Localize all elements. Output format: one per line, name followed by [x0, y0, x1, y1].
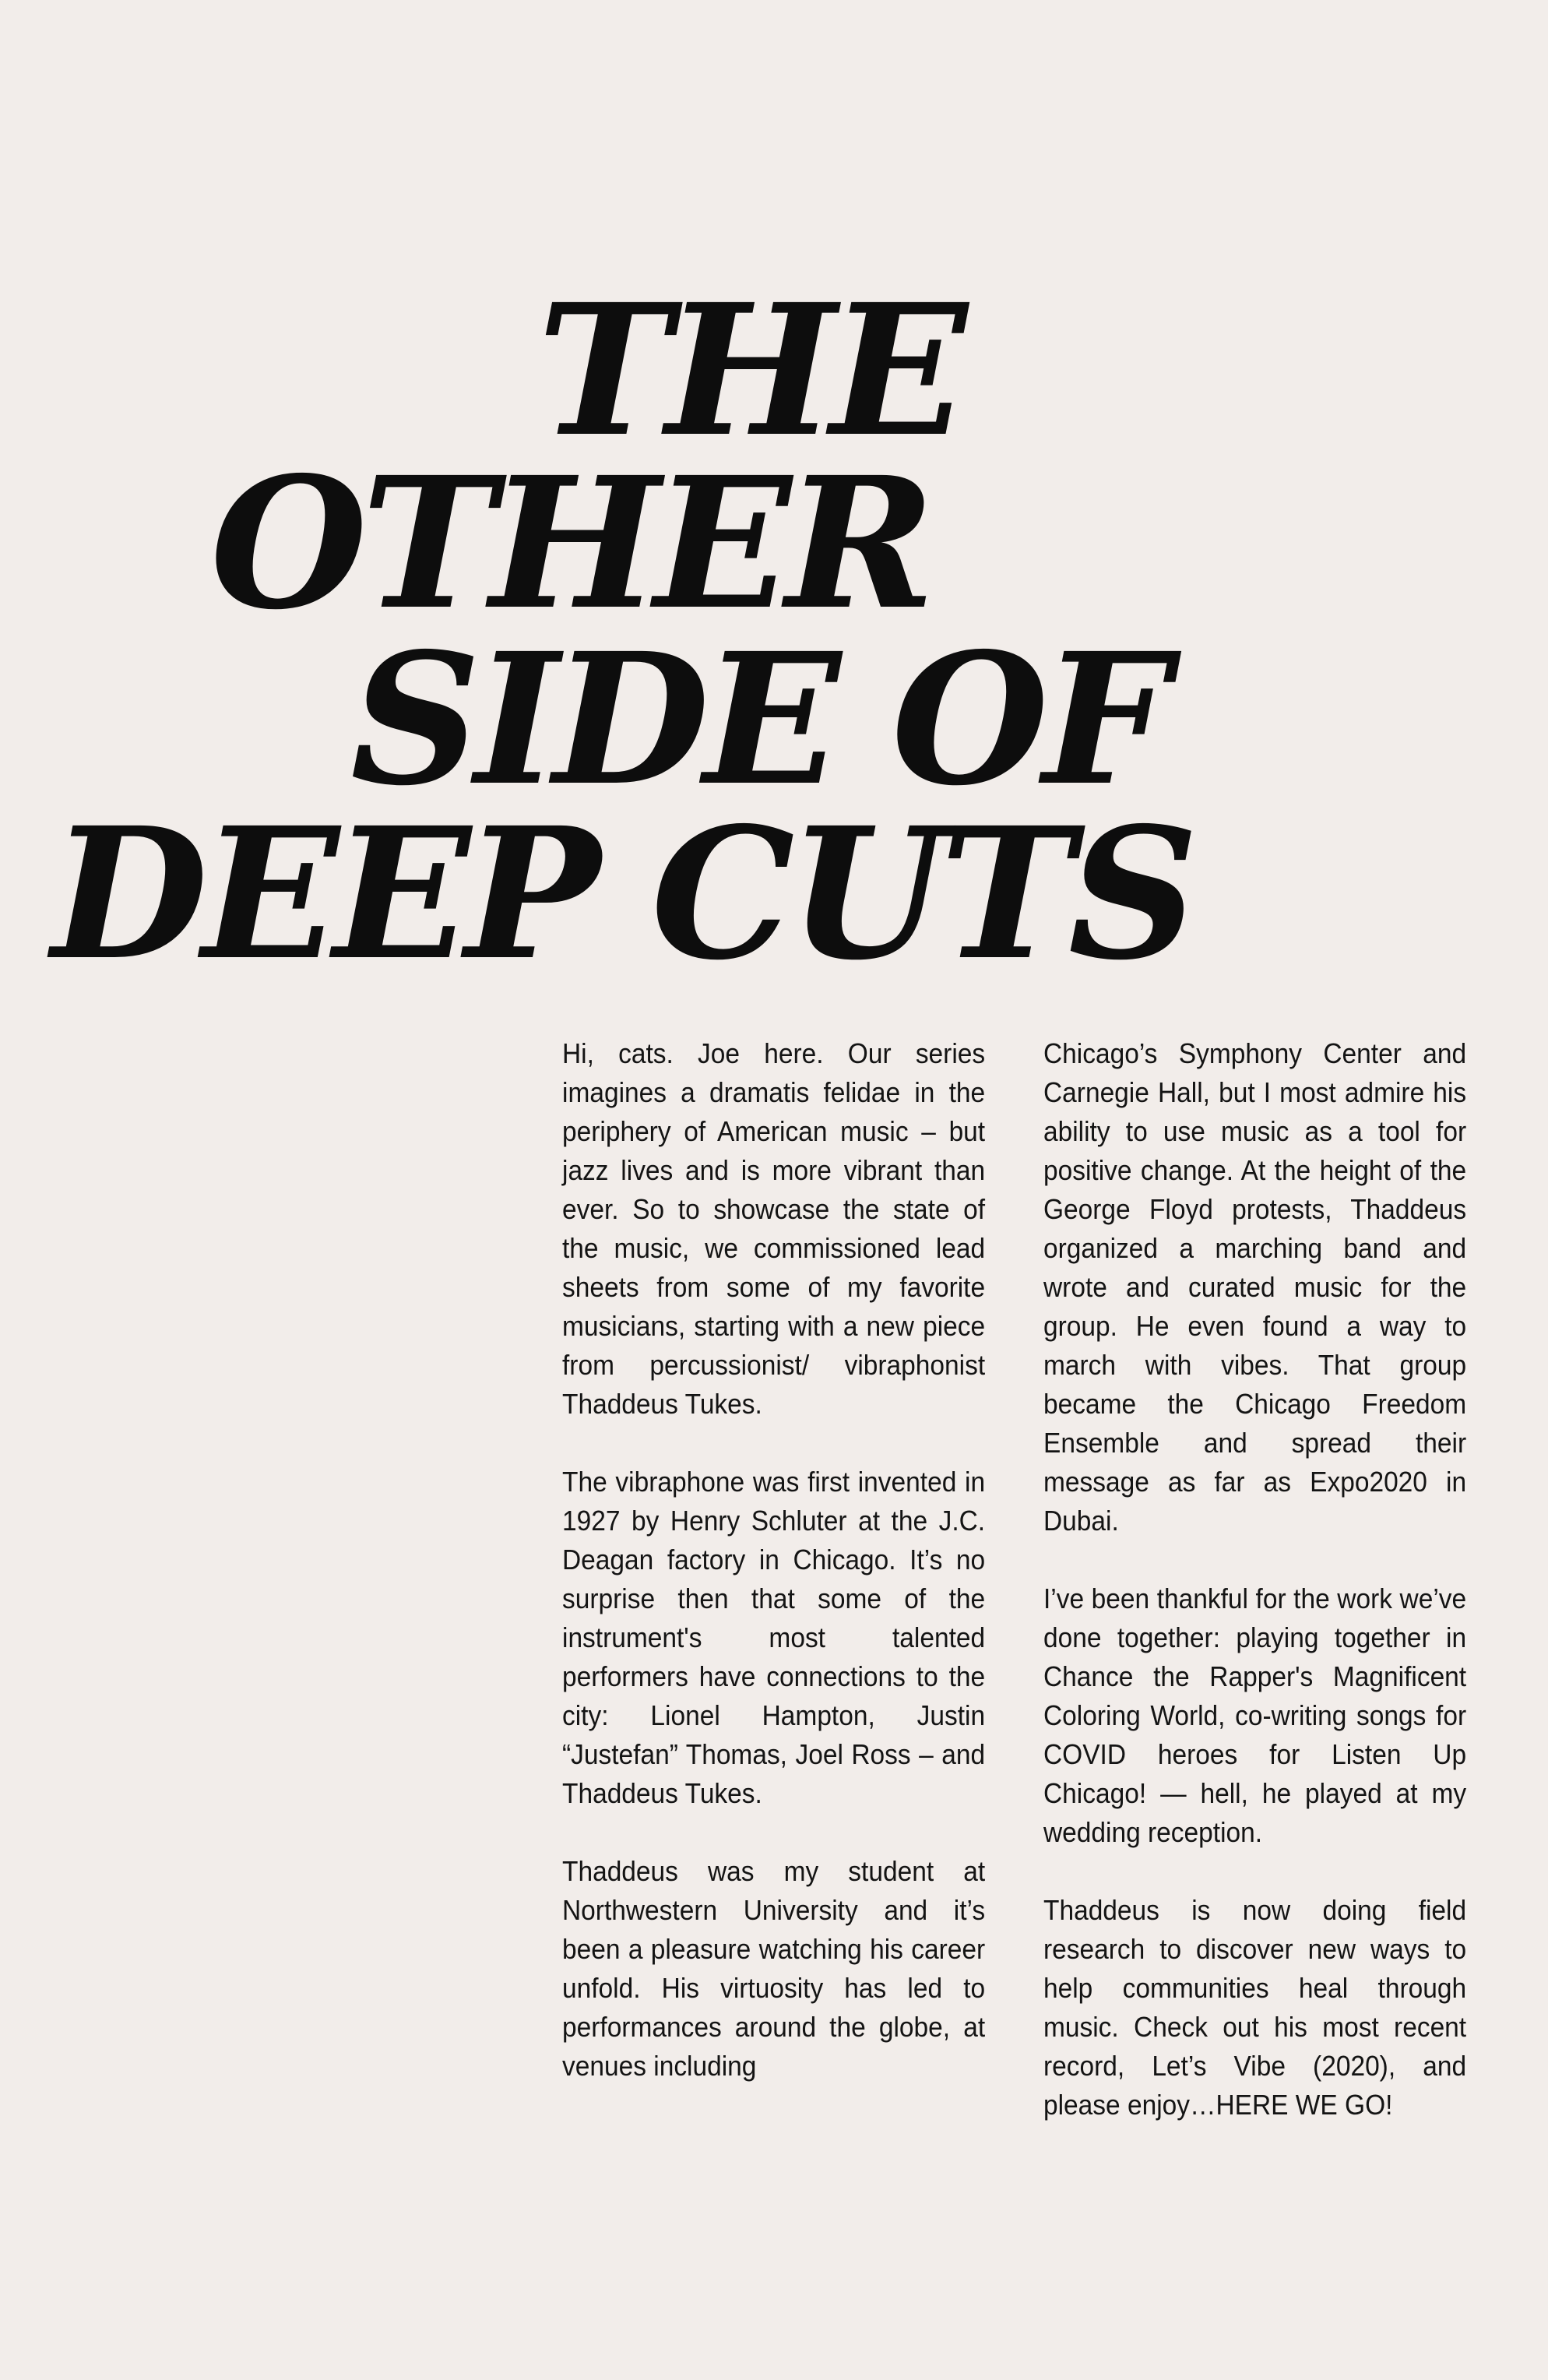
paragraph-closing: Thaddeus is now doing field research to discover new ways to help communities heal through music. Check out his most recent record, Let’s Vibe (2020), and please enjoy…HERE WE GO! — [1043, 1894, 1467, 2121]
title-line-4: DEEP CUTS — [51, 787, 1193, 1000]
paragraph-thankful: I’ve been thankful for the work we’ve done together: playing together in Chance the Rapper's Magnificent Coloring World, co-writing songs for COVID heroes for Listen Up Chicago! — hell, he played at my wedding reception. — [1043, 1583, 1467, 1848]
paragraph-student: Thaddeus was my student at Northwestern University and it’s been a pleasure watching his career unfold. His virtuosity has led to performances around the globe, at venues including — [562, 1855, 986, 2082]
title-line-1: THE — [537, 264, 962, 477]
article-column-left — [562, 1034, 985, 2086]
paragraph-vibraphone-history: The vibraphone was first invented in 1927 by Henry Schluter at the J.C. Deagan factory in Chicago. It’s no surprise then that some of the instrument's most talented performers have connections to the city: Lionel Hampton, Justin “Justefan” Thomas, Joel Ross – and Thaddeus Tukes. — [562, 1466, 986, 1809]
title-line-2: OTHER — [210, 437, 930, 650]
title-line-3: SIDE OF — [350, 613, 1165, 826]
page-title — [0, 264, 1548, 1000]
paragraph-positive-change: Chicago’s Symphony Center and Carnegie Hall, but I most admire his ability to use music as a tool for positive change. At the height of the George Floyd protests, Thaddeus organized a marching band and wrote and curated music for the group. He even found a way to march with vibes. That group became the Chicago Freedom Ensemble and spread their message as far as Expo2020 in Dubai. — [1043, 1037, 1467, 1537]
paragraph-intro: Hi, cats. Joe here. Our series imagines a dramatis felidae in the periphery of American music – but jazz lives and is more vibrant than ever. So to showcase the state of the music, we commissioned lead sheets from some of my favorite musicians, starting with a new piece from percussionist/ vibraphonist Thaddeus Tukes. — [562, 1037, 986, 1420]
article-column-right — [1043, 1034, 1466, 2125]
